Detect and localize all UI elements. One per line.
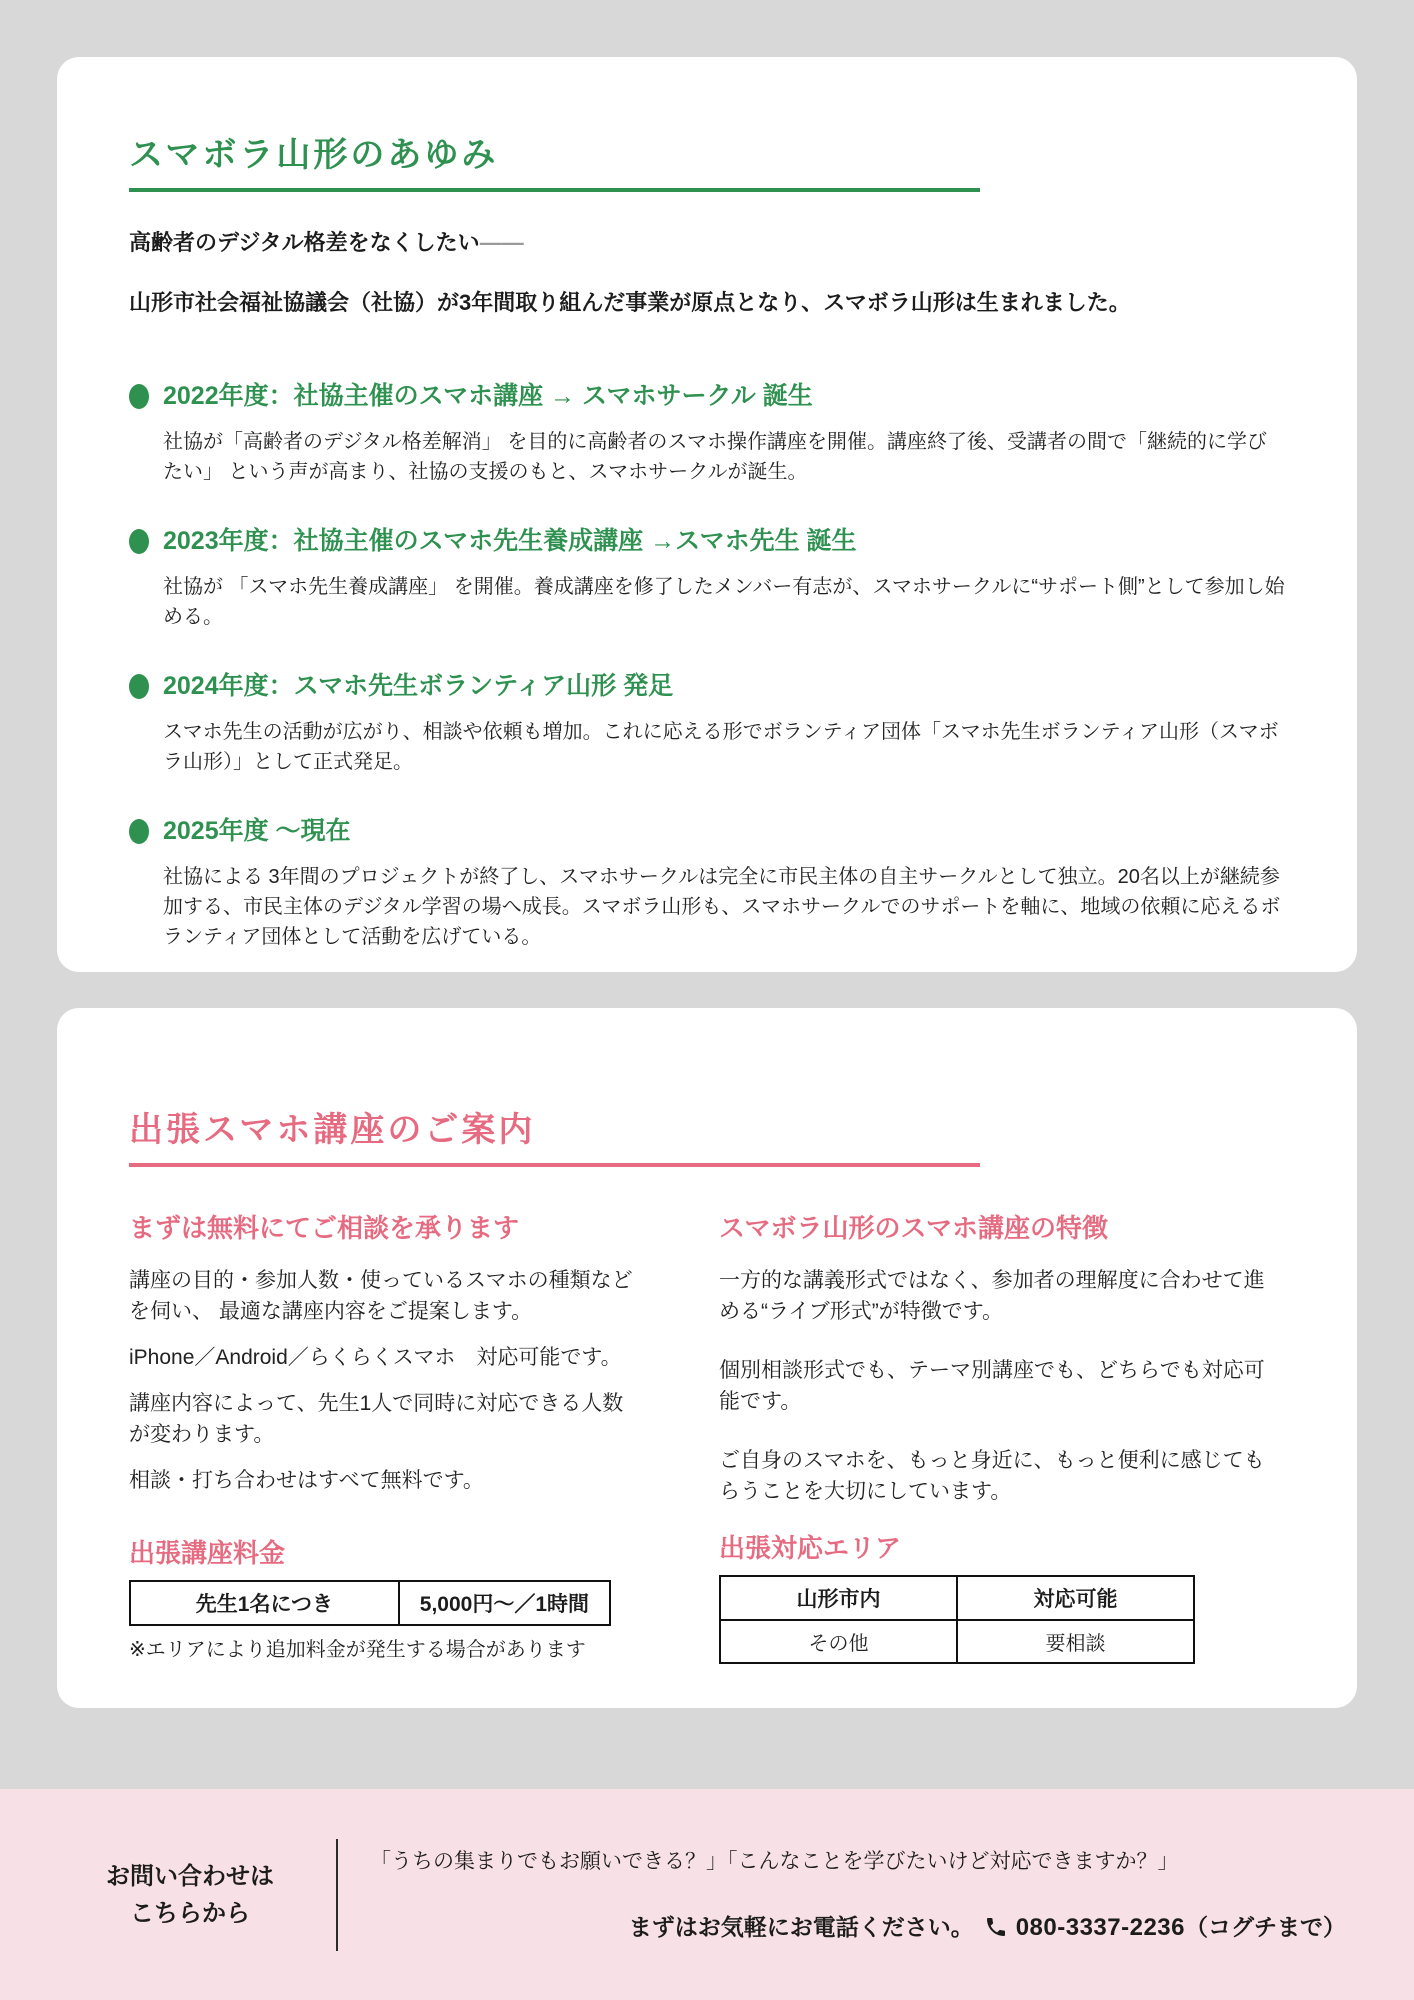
- history-title-underline: [129, 188, 980, 192]
- contact-footer: [0, 1789, 1414, 2000]
- timeline: [129, 378, 1285, 952]
- area-table-cell: 対応可能: [957, 1576, 1194, 1620]
- consultation-column: [129, 1211, 641, 1664]
- bullet-dot-icon: [129, 819, 149, 844]
- footer-cta-line: [370, 1909, 1346, 1942]
- timeline-body: 社協が 「スマホ先生養成講座」 を開催。養成講座を修了したメンバー有志が、スマホサークルに“サポート側”として参加し始める。: [163, 576, 1285, 628]
- course-card-title: 出張スマホ講座のご案内: [129, 1111, 536, 1149]
- price-table-row: [130, 1581, 610, 1625]
- timeline-item-2022: [129, 378, 1285, 487]
- area-table-cell: その他: [720, 1620, 957, 1663]
- footer-quote: 「うちの集まりでもお願いできる？」「こんなことを学びたいけど対応できますか？」: [370, 1850, 1179, 1873]
- area-table-cell: 要相談: [957, 1620, 1194, 1663]
- timeline-heading-row: [129, 378, 1285, 414]
- history-intro-dash: ――: [479, 230, 524, 255]
- history-card: [57, 57, 1357, 972]
- timeline-body: スマホ先生の活動が広がり、相談や依頼も増加。これに応える形でボランティア団体「スマホ先生ボランティア山形（スマボラ山形）」として正式発足。: [163, 721, 1279, 773]
- price-table-cell: 先生1名につき: [130, 1581, 399, 1625]
- contact-label-line2: こちらから: [130, 1899, 250, 1927]
- timeline-item-2023: [129, 523, 1285, 632]
- area-heading: 出張対応エリア: [719, 1533, 902, 1563]
- timeline-heading: 2024年度：スマホ先生ボランティア山形 発足: [163, 672, 674, 700]
- phone-icon: [984, 1915, 1008, 1939]
- price-note: ※エリアにより追加料金が発生する場合があります: [129, 1639, 586, 1661]
- history-intro-line: [129, 228, 1285, 258]
- history-intro-text: 高齢者のデジタル格差をなくしたい: [129, 230, 480, 255]
- consultation-heading: まずは無料にてご相談を承ります: [129, 1213, 520, 1243]
- timeline-item-2024: [129, 668, 1285, 777]
- footer-message: [338, 1847, 1414, 1942]
- price-table: [129, 1580, 611, 1626]
- timeline-body: 社協が「高齢者のデジタル格差解消」 を目的に高齢者のスマホ操作講座を開催。講座終了後、受講者の間で「継続的に学びたい」 という声が高まり、社協の支援のもと、スマホサークルが誕生。: [163, 431, 1267, 483]
- history-card-title: スマボラ山形のあゆみ: [129, 136, 499, 174]
- bullet-dot-icon: [129, 384, 149, 409]
- features-column: [719, 1211, 1279, 1664]
- consultation-paragraph: 相談・打ち合わせはすべて無料です。: [129, 1469, 484, 1492]
- features-heading: スマボラ山形のスマホ講座の特徴: [719, 1213, 1108, 1243]
- bullet-dot-icon: [129, 529, 149, 554]
- timeline-heading-row: [129, 813, 1285, 849]
- consultation-paragraph: 講座の目的・参加人数・使っているスマホの種類などを伺い、 最適な講座内容をご提案します。: [129, 1269, 633, 1323]
- area-table-value-row: [720, 1620, 1194, 1663]
- timeline-heading-row: [129, 523, 1285, 559]
- contact-label-line1: お問い合わせは: [106, 1862, 274, 1890]
- timeline-heading: 2023年度：社協主催のスマホ先生養成講座 →スマホ先生 誕生: [163, 527, 857, 555]
- course-card: [57, 1008, 1357, 1708]
- consultation-paragraph: 講座内容によって、先生1人で同時に対応できる人数が変わります。: [129, 1392, 624, 1446]
- timeline-heading: 2022年度：社協主催のスマホ講座 → スマホサークル 誕生: [163, 382, 813, 410]
- timeline-heading-row: [129, 668, 1285, 704]
- course-title-underline: [129, 1163, 980, 1167]
- area-table: [719, 1575, 1195, 1664]
- contact-label: [70, 1858, 310, 1932]
- bullet-dot-icon: [129, 674, 149, 699]
- area-table-header-row: [720, 1576, 1194, 1620]
- timeline-item-2025: [129, 813, 1285, 952]
- features-paragraph: 個別相談形式でも、テーマ別講座でも、どちらでも対応可能です。: [719, 1359, 1265, 1413]
- price-heading: 出張講座料金: [129, 1538, 286, 1568]
- timeline-heading: 2025年度 ～現在: [163, 817, 351, 845]
- features-paragraph: ご自身のスマホを、もっと身近に、もっと便利に感じてもらうことを大切にしています。: [719, 1449, 1265, 1503]
- history-intro-subline: 山形市社会福祉協議会（社協）が3年間取り組んだ事業が原点となり、スマボラ山形は生まれました。: [129, 290, 1131, 315]
- phone-note: （コグチまで）: [1185, 1914, 1346, 1940]
- features-paragraph: 一方的な講義形式ではなく、参加者の理解度に合わせて進める“ライブ形式”が特徴です。: [719, 1269, 1265, 1323]
- consultation-paragraph: iPhone／Android／らくらくスマホ 対応可能です。: [129, 1346, 622, 1369]
- course-columns: [129, 1211, 1285, 1664]
- phone-number: 080-3337-2236: [1015, 1914, 1185, 1941]
- area-table-cell: 山形市内: [720, 1576, 957, 1620]
- price-table-cell: 5,000円～／1時間: [399, 1581, 610, 1625]
- footer-cta-text: まずはお気軽にお電話ください。: [628, 1914, 974, 1940]
- timeline-body: 社協による 3年間のプロジェクトが終了し、スマホサークルは完全に市民主体の自主サークルとして独立。20名以上が継続参加する、市民主体のデジタル学習の場へ成長。スマボラ山形も、スマホサークルでのサポートを軸に、地域の依頼に応えるボランティア団体として活動を広げている。: [163, 866, 1281, 948]
